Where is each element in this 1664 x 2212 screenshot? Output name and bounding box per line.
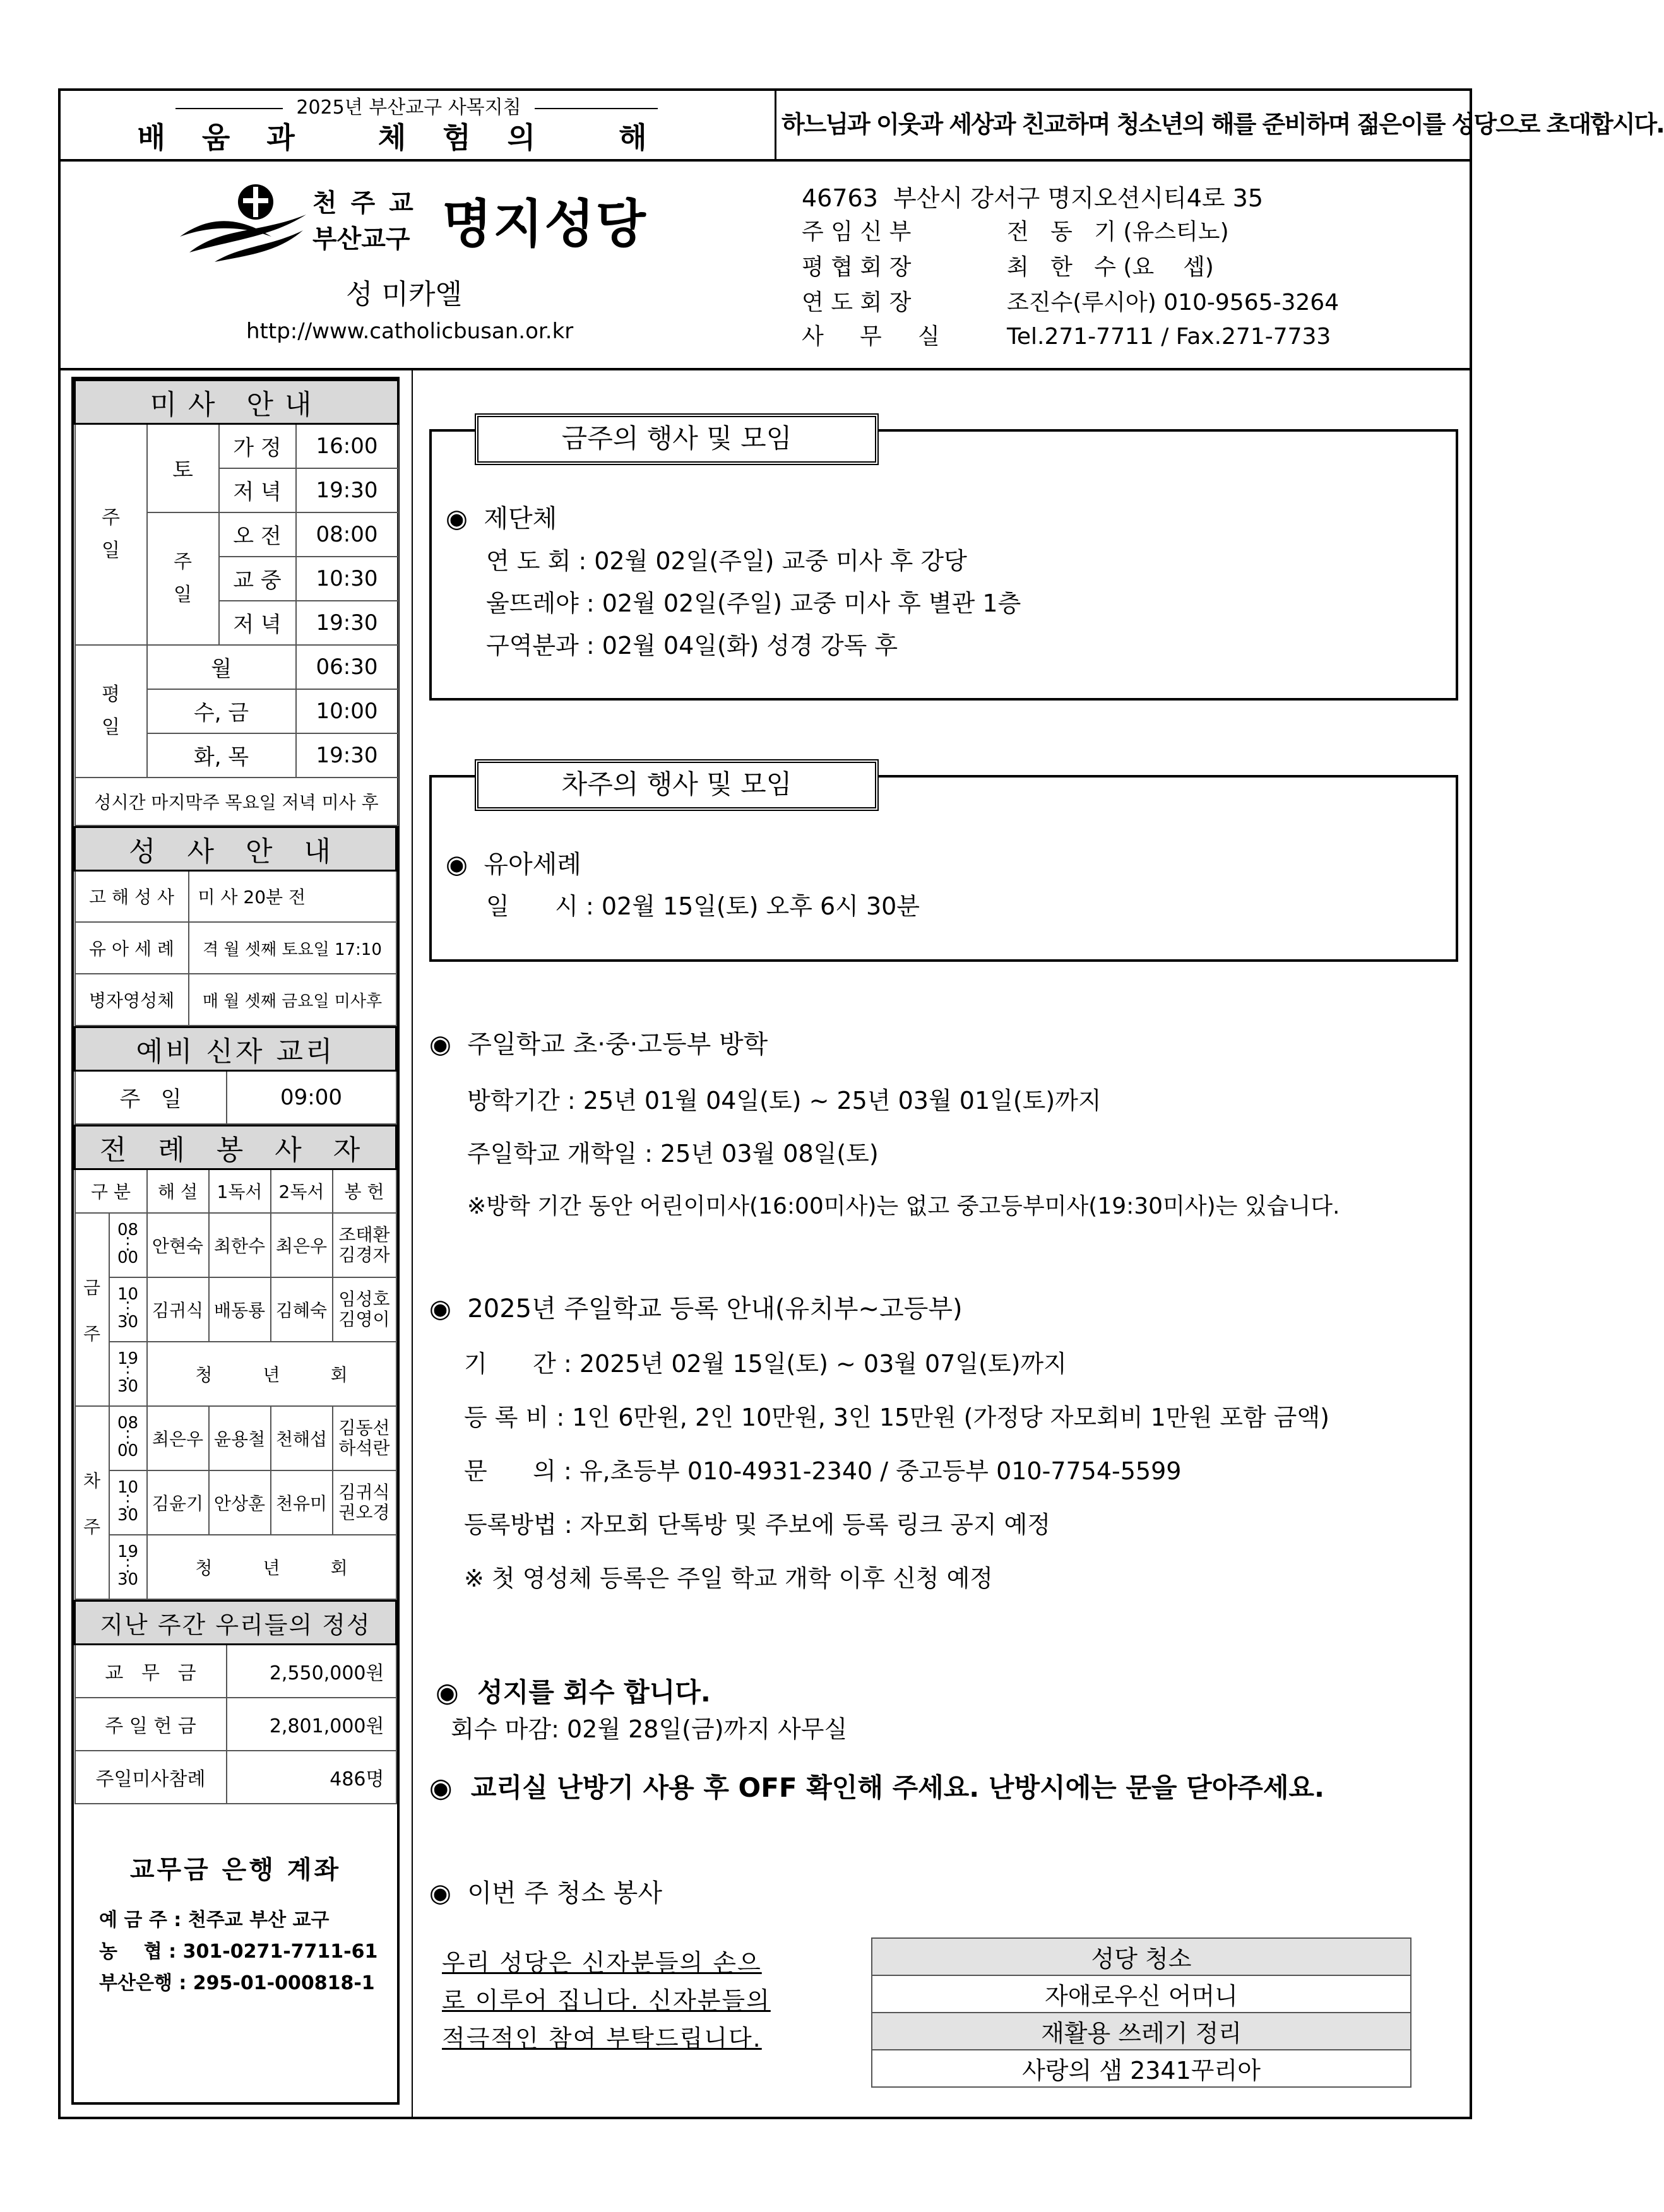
sacrament-time: 격 월 셋째 토요일 17:10 (189, 922, 396, 974)
council-president: 최 한 수 (요 셉) (1007, 254, 1214, 280)
holy-water-heading: ◉ 성지를 회수 합니다. (436, 1677, 711, 1708)
mass-time: 19:30 (296, 601, 398, 645)
server-commentary: 최은우 (147, 1406, 209, 1470)
weekday-name: 화, 목 (147, 733, 296, 778)
mass-name: 저 녁 (219, 468, 296, 512)
cleaning-duty-table (871, 1937, 1411, 2088)
server-offering: 임성호 김영이 (333, 1277, 396, 1342)
saturday-label: 토 (147, 424, 219, 512)
masthead-divider (58, 368, 1472, 370)
cleaning-message-line: 적극적인 참여 부탁드립니다. (442, 2025, 762, 2052)
registration-line: 등록방법 : 자모회 단톡방 및 주보에 등록 링크 공지 예정 (464, 1511, 1051, 1539)
holy-hour-note: 성시간 마지막주 목요일 저녁 미사 후 (75, 778, 398, 825)
group-heading: ◉ 제단체 (446, 504, 557, 533)
cleaning-message (442, 1944, 833, 2057)
sunday-school-heading: ◉ 주일학교 초·중·고등부 방학 (429, 1030, 768, 1059)
mass-schedule-table (74, 379, 399, 826)
cleaning-heading: ◉ 이번 주 청소 봉사 (429, 1879, 662, 1908)
office-label: 사 무 실 (802, 324, 940, 350)
vacation-line: 방학기간 : 25년 01월 04일(토) ~ 25년 03월 01일(토)까지 (467, 1087, 1102, 1115)
offering-name: 교 무 금 (75, 1645, 227, 1698)
this-week-title: 금주의 행사 및 모임 (475, 413, 879, 465)
cleaning-duty-cell: 재활용 쓰레기 정리 (872, 2013, 1411, 2050)
header-vertical-divider (775, 88, 776, 160)
mass-time: 06:30 (296, 645, 398, 689)
offering-value: 2,550,000원 (227, 1645, 396, 1698)
parish-name: 명지성당 (442, 194, 647, 254)
sacrament-time: 미 사 20분 전 (189, 870, 396, 922)
sacrament-name: 고 해 성 사 (75, 870, 189, 922)
mass-time: 16:00 (296, 424, 398, 468)
bank-line: 농 협 : 301-0271-7711-61 (99, 1940, 378, 1963)
server-time: 08 ⋮ 00 (109, 1213, 147, 1277)
sidebar (71, 377, 400, 2105)
server-time: 10 ⋮ 30 (109, 1277, 147, 1342)
mass-name: 가 정 (219, 424, 296, 468)
catechism-table (74, 1026, 397, 1125)
youth-group: 청 년 회 (147, 1535, 396, 1599)
holy-water-notice (429, 1660, 847, 1744)
server-commentary: 김윤기 (147, 1470, 209, 1535)
registration-line: ※ 첫 영성체 등록은 주일 학교 개학 이후 신청 예정 (464, 1564, 994, 1592)
sacrament-time: 매 월 셋째 금요일 미사후 (189, 974, 396, 1026)
offering-value: 2,801,000원 (227, 1698, 396, 1751)
elder-label: 연 도 회 장 (802, 290, 912, 316)
cleaning-duty-cell: 사랑의 샘 2341꾸리아 (872, 2050, 1411, 2087)
mass-schedule-title: 미사 안내 (75, 381, 398, 424)
server-commentary: 김귀식 (147, 1277, 209, 1342)
mass-time: 19:30 (296, 733, 398, 778)
servers-header: 2독서 (271, 1169, 333, 1213)
registration-line: 등 록 비 : 1인 6만원, 2인 10만원, 3인 15만원 (가정당 자모회비 1만원 포함 금액) (464, 1404, 1330, 1431)
mass-name: 저 녁 (219, 601, 296, 645)
cleaning-message-line: 우리 성당은 신자분들의 손으 (442, 1949, 762, 1977)
sacrament-name: 병자영성체 (75, 974, 189, 1026)
cleaning-message-line: 로 이루어 집니다. 신자분들의 (442, 1987, 771, 2014)
weekday-label: 평 일 (75, 645, 147, 778)
pastor-label: 주 임 신 부 (802, 219, 912, 245)
year-theme: 배움과 체험의 해 (137, 121, 684, 155)
offering-name: 주일미사참례 (75, 1751, 227, 1804)
parish-address: 46763 부산시 강서구 명지오션시티4로 35 (802, 184, 1264, 212)
bank-account-block (74, 1804, 397, 1999)
pastoral-guideline: 2025년 부산교구 사목지침 (158, 92, 675, 119)
servers-header: 1독서 (209, 1169, 271, 1213)
weekday-name: 월 (147, 645, 296, 689)
elder-president: 조진수(루시아) 010-9565-3264 (1007, 290, 1340, 316)
logo-diocese-text: 천 주 교 부산교구 (312, 189, 416, 254)
cleaning-duty-cell: 성당 청소 (872, 1938, 1411, 1975)
bank-line: 예 금 주 : 천주교 부산 교구 (99, 1908, 330, 1931)
liturgy-servers-table (74, 1125, 397, 1600)
parish-slogan: 하느님과 이웃과 세상과 친교하며 청소년의 해를 준비하며 젊은이를 성당으로 초대합시다. (781, 110, 1664, 138)
server-time: 19 ⋮ 30 (109, 1535, 147, 1599)
server-time: 08 ⋮ 00 (109, 1406, 147, 1470)
server-reading1: 안상훈 (209, 1470, 271, 1535)
server-reading2: 김혜숙 (271, 1277, 333, 1342)
heater-notice: ◉ 교리실 난방기 사용 후 OFF 확인해 주세요. 난방시에는 문을 닫아주세요. (429, 1772, 1324, 1803)
server-reading2: 천해섭 (271, 1406, 333, 1470)
servers-title: 전 례 봉 사 자 (75, 1125, 396, 1169)
bank-line: 부산은행 : 295-01-000818-1 (99, 1972, 375, 1994)
next-week-title: 차주의 행사 및 모임 (475, 759, 879, 811)
mass-name: 오 전 (219, 512, 296, 557)
server-offering: 김귀식 권오경 (333, 1470, 396, 1535)
server-offering: 김동선 하석란 (333, 1406, 396, 1470)
offering-name: 주 일 헌 금 (75, 1698, 227, 1751)
servers-header: 봉 헌 (333, 1169, 396, 1213)
registration-line: 문 의 : 유,초등부 010-4931-2340 / 중고등부 010-7754-5599 (464, 1457, 1182, 1485)
server-reading2: 천유미 (271, 1470, 333, 1535)
holy-water-detail: 회수 마감: 02월 28일(금)까지 사무실 (451, 1715, 848, 1743)
sacraments-title: 성 사 안 내 (75, 827, 396, 870)
event-line: 연 도 회 : 02월 02일(주일) 교중 미사 후 강당 (486, 547, 967, 575)
server-offering: 조태환 김경자 (333, 1213, 396, 1277)
sacrament-name: 유 아 세 례 (75, 922, 189, 974)
registration-line: 기 간 : 2025년 02월 15일(토) ~ 03월 07일(토)까지 (464, 1350, 1067, 1378)
baptism-heading: ◉ 유아세례 (446, 850, 581, 879)
pastor-name: 전 동 기 (유스티노) (1007, 219, 1229, 245)
catechism-day: 주 일 (75, 1071, 227, 1124)
server-time: 19 ⋮ 30 (109, 1342, 147, 1406)
parish-logo (177, 177, 309, 265)
sunday-day-label: 주 일 (147, 512, 219, 645)
mass-time: 10:30 (296, 557, 398, 601)
council-label: 평 협 회 장 (802, 254, 912, 280)
mass-name: 교 중 (219, 557, 296, 601)
office-contact: Tel.271-7711 / Fax.271-7733 (1007, 324, 1331, 350)
column-divider (412, 369, 413, 2118)
servers-header: 해 설 (147, 1169, 209, 1213)
mass-time: 08:00 (296, 512, 398, 557)
diocese-website[interactable]: http://www.catholicbusan.or.kr (246, 319, 574, 344)
weekday-name: 수, 금 (147, 689, 296, 733)
vacation-line: 주일학교 개학일 : 25년 03월 08일(토) (467, 1140, 879, 1168)
offerings-table (74, 1600, 397, 1804)
header-divider (58, 159, 1472, 162)
server-reading1: 배동룡 (209, 1277, 271, 1342)
sunday-label: 주 일 (75, 424, 147, 645)
offering-value: 486명 (227, 1751, 396, 1804)
youth-group: 청 년 회 (147, 1342, 396, 1406)
patron-saint: 성 미카엘 (346, 278, 463, 311)
catechism-title: 예비 신자 교리 (75, 1027, 396, 1071)
vacation-note: ※방학 기간 동안 어린이미사(16:00미사)는 없고 중고등부미사(19:30미사)는 있습니다. (467, 1193, 1340, 1219)
server-time: 10 ⋮ 30 (109, 1470, 147, 1535)
server-reading1: 윤용철 (209, 1406, 271, 1470)
next-week-label: 차 주 (75, 1406, 109, 1599)
servers-header: 구 분 (75, 1169, 147, 1213)
baptism-date: 일 시 : 02월 15일(토) 오후 6시 30분 (486, 892, 920, 920)
offerings-title: 지난 주간 우리들의 정성 (75, 1601, 396, 1645)
sacraments-table (74, 826, 397, 1027)
mass-time: 10:00 (296, 689, 398, 733)
server-reading2: 최은우 (271, 1213, 333, 1277)
bank-title: 교무금 은행 계좌 (129, 1855, 342, 1884)
server-reading1: 최한수 (209, 1213, 271, 1277)
cleaning-duty-cell: 자애로우신 어머니 (872, 1975, 1411, 2013)
server-commentary: 안현숙 (147, 1213, 209, 1277)
catechism-time: 09:00 (227, 1071, 396, 1124)
mass-time: 19:30 (296, 468, 398, 512)
event-line: 구역분과 : 02월 04일(화) 성경 강독 후 (486, 632, 898, 659)
event-line: 울뜨레야 : 02월 02일(주일) 교중 미사 후 별관 1층 (486, 589, 1021, 617)
this-week-label: 금 주 (75, 1213, 109, 1406)
registration-heading: ◉ 2025년 주일학교 등록 안내(유치부~고등부) (429, 1294, 963, 1323)
